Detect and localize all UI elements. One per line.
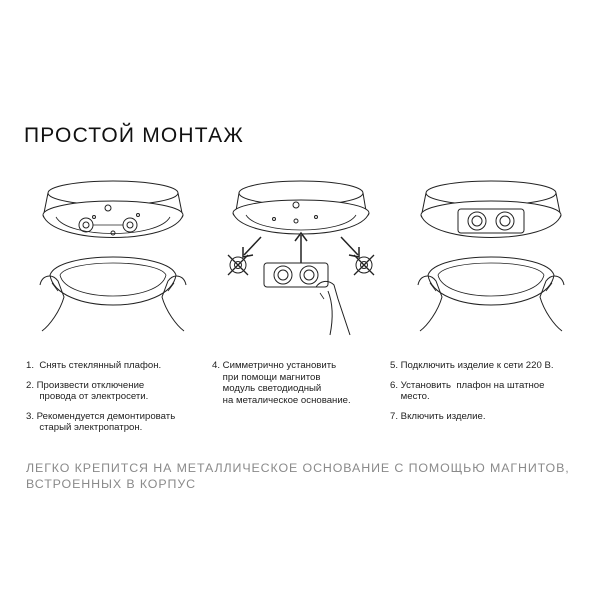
step-5: 5. Подключить изделие к сети 220 В. xyxy=(390,360,554,371)
footer-note: ЛЕГКО КРЕПИТСЯ НА МЕТАЛЛИЧЕСКОЕ ОСНОВАНИЕ С ПОМОЩЬЮ МАГНИТОВ, ВСТРОЕННЫХ В КОРПУС xyxy=(26,461,570,491)
steps-column-1 xyxy=(26,360,206,442)
steps-column-2 xyxy=(212,360,392,414)
illustration-install-module xyxy=(216,175,386,340)
step-6: 6. Установить плафон на штатное место. xyxy=(390,379,545,402)
step-1: 1. Снять стеклянный плафон. xyxy=(26,360,162,371)
step-2: 2. Произвести отключение провода от электросети. xyxy=(26,379,149,402)
step-4: 4. Симметрично установить при помощи магнитов модуль светодиодный на металическое основание. xyxy=(212,360,351,406)
steps-column-3 xyxy=(390,360,580,430)
page-title: ПРОСТОЙ МОНТАЖ xyxy=(24,124,244,147)
step-7: 7. Включить изделие. xyxy=(390,410,486,422)
step-3: 3. Рекомендуется демонтировать старый электропатрон. xyxy=(26,410,176,433)
illustration-reinstall-shade xyxy=(406,175,576,340)
illustration-remove-shade xyxy=(28,175,198,340)
